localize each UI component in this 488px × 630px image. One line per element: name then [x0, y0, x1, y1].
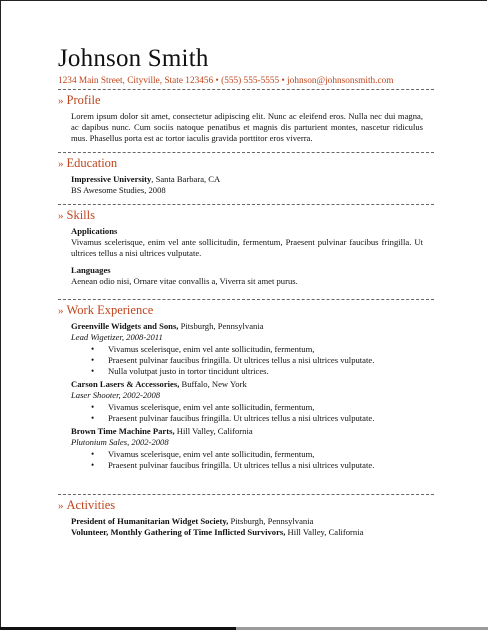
skills-section	[58, 208, 434, 287]
skills-body	[71, 226, 423, 287]
job-bullets	[71, 344, 423, 377]
section-marker-icon: »	[58, 305, 64, 317]
job-entry	[71, 379, 423, 424]
section-title	[58, 93, 434, 108]
resume-header	[58, 45, 478, 87]
divider	[58, 299, 434, 300]
section-title	[58, 303, 434, 318]
activity-location: Hill Valley, California	[285, 527, 364, 537]
divider	[58, 89, 434, 90]
job-location: Buffalo, New York	[179, 379, 247, 389]
education-body	[71, 174, 423, 196]
activity-name: President of Humanitarian Widget Society,	[71, 516, 229, 526]
job-heading	[71, 379, 423, 390]
job-heading	[71, 321, 423, 332]
section-marker-icon: »	[58, 210, 64, 222]
section-marker-icon: »	[58, 500, 64, 512]
activity-item	[71, 527, 423, 538]
job-company: Carson Lasers & Accessories,	[71, 379, 180, 389]
section-title	[58, 208, 434, 223]
job-bullets	[71, 449, 423, 471]
section-title	[58, 498, 434, 513]
divider	[58, 152, 434, 153]
activity-name: Volunteer, Monthly Gathering of Time Inflicted Survivors,	[71, 527, 286, 537]
profile-text: Lorem ipsum dolor sit amet, consectetur adipiscing elit. Nunc ac eleifend eros. Nulla nec dui magna, ac dapibus nunc. Cum sociis natoque penatibus et magnis dis parturient montes, nascetur ridiculus mus. Phasellus porta est ac tortor iaculis gravida porttitor eros viverra.	[71, 111, 423, 143]
list-item: • Vivamus scelerisque, enim vel ante sollicitudin, fermentum,	[108, 449, 423, 460]
job-location: Pitsburgh, Pennsylvania	[178, 321, 264, 331]
activities-section	[58, 498, 434, 538]
profile-title: Profile	[66, 93, 101, 107]
resume-name: Johnson Smith	[58, 45, 209, 72]
job-role: Plutonium Sales, 2002-2008	[71, 437, 169, 447]
activities-body	[71, 516, 423, 538]
section-marker-icon: »	[58, 158, 64, 170]
list-item: • Praesent pulvinar faucibus fringilla. Ut ultrices tellus a nisi ultrices vulputate.	[108, 460, 423, 471]
job-bullets	[71, 402, 423, 424]
skill-group-text: Vivamus scelerisque, enim vel ante sollicitudin, fermentum, Praesent pulvinar faucibus fringilla. Ut ultrices tellus a nisi ultrices vulputate.	[71, 237, 423, 258]
activity-location: Pitsburgh, Pennsylvania	[228, 516, 314, 526]
list-item: • Vivamus scelerisque, enim vel ante sollicitudin, fermentum,	[108, 344, 423, 355]
activity-item	[71, 516, 423, 527]
school-location: , Santa Barbara, CA	[151, 174, 221, 184]
job-role: Lead Wigetizer, 2008-2011	[71, 332, 163, 342]
list-item: • Vivamus scelerisque, enim vel ante sollicitudin, fermentum,	[108, 402, 423, 413]
divider	[58, 494, 434, 495]
work-body	[71, 321, 423, 471]
job-company: Brown Time Machine Parts,	[71, 426, 175, 436]
skills-title: Skills	[66, 208, 95, 222]
skill-group-text: Aenean odio nisi, Ornare vitae convallis a, Viverra sit amet purus.	[71, 276, 298, 286]
section-marker-icon: »	[58, 95, 64, 107]
activities-title: Activities	[66, 498, 116, 512]
list-item: • Praesent pulvinar faucibus fringilla. Ut ultrices tellus a nisi ultrices vulputate.	[108, 355, 423, 366]
job-heading	[71, 426, 423, 437]
skill-group-name: Applications	[71, 226, 118, 236]
job-entry	[71, 321, 423, 377]
profile-section	[58, 93, 434, 144]
list-item: • Nulla volutpat justo in tortor tincidunt ultrices.	[108, 366, 423, 377]
work-section	[58, 303, 434, 473]
section-title	[58, 156, 434, 171]
work-title: Work Experience	[66, 303, 154, 317]
list-item: • Praesent pulvinar faucibus fringilla. Ut ultrices tellus a nisi ultrices vulputate.	[108, 413, 423, 424]
job-entry	[71, 426, 423, 471]
job-role: Laser Shooter, 2002-2008	[71, 390, 161, 400]
education-degree: BS Awesome Studies, 2008	[71, 185, 166, 195]
skill-group-name: Languages	[71, 265, 111, 275]
school-name: Impressive University	[71, 174, 152, 184]
education-section	[58, 156, 434, 196]
education-school-line	[71, 174, 423, 185]
education-title: Education	[66, 156, 118, 170]
divider	[58, 204, 434, 205]
contact-line: 1234 Main Street, Cityville, State 123456 • (555) 555-5555 • johnson@johnsonsmith.com	[58, 76, 394, 86]
job-location: Hill Valley, California	[174, 426, 253, 436]
job-company: Greenville Widgets and Sons,	[71, 321, 179, 331]
